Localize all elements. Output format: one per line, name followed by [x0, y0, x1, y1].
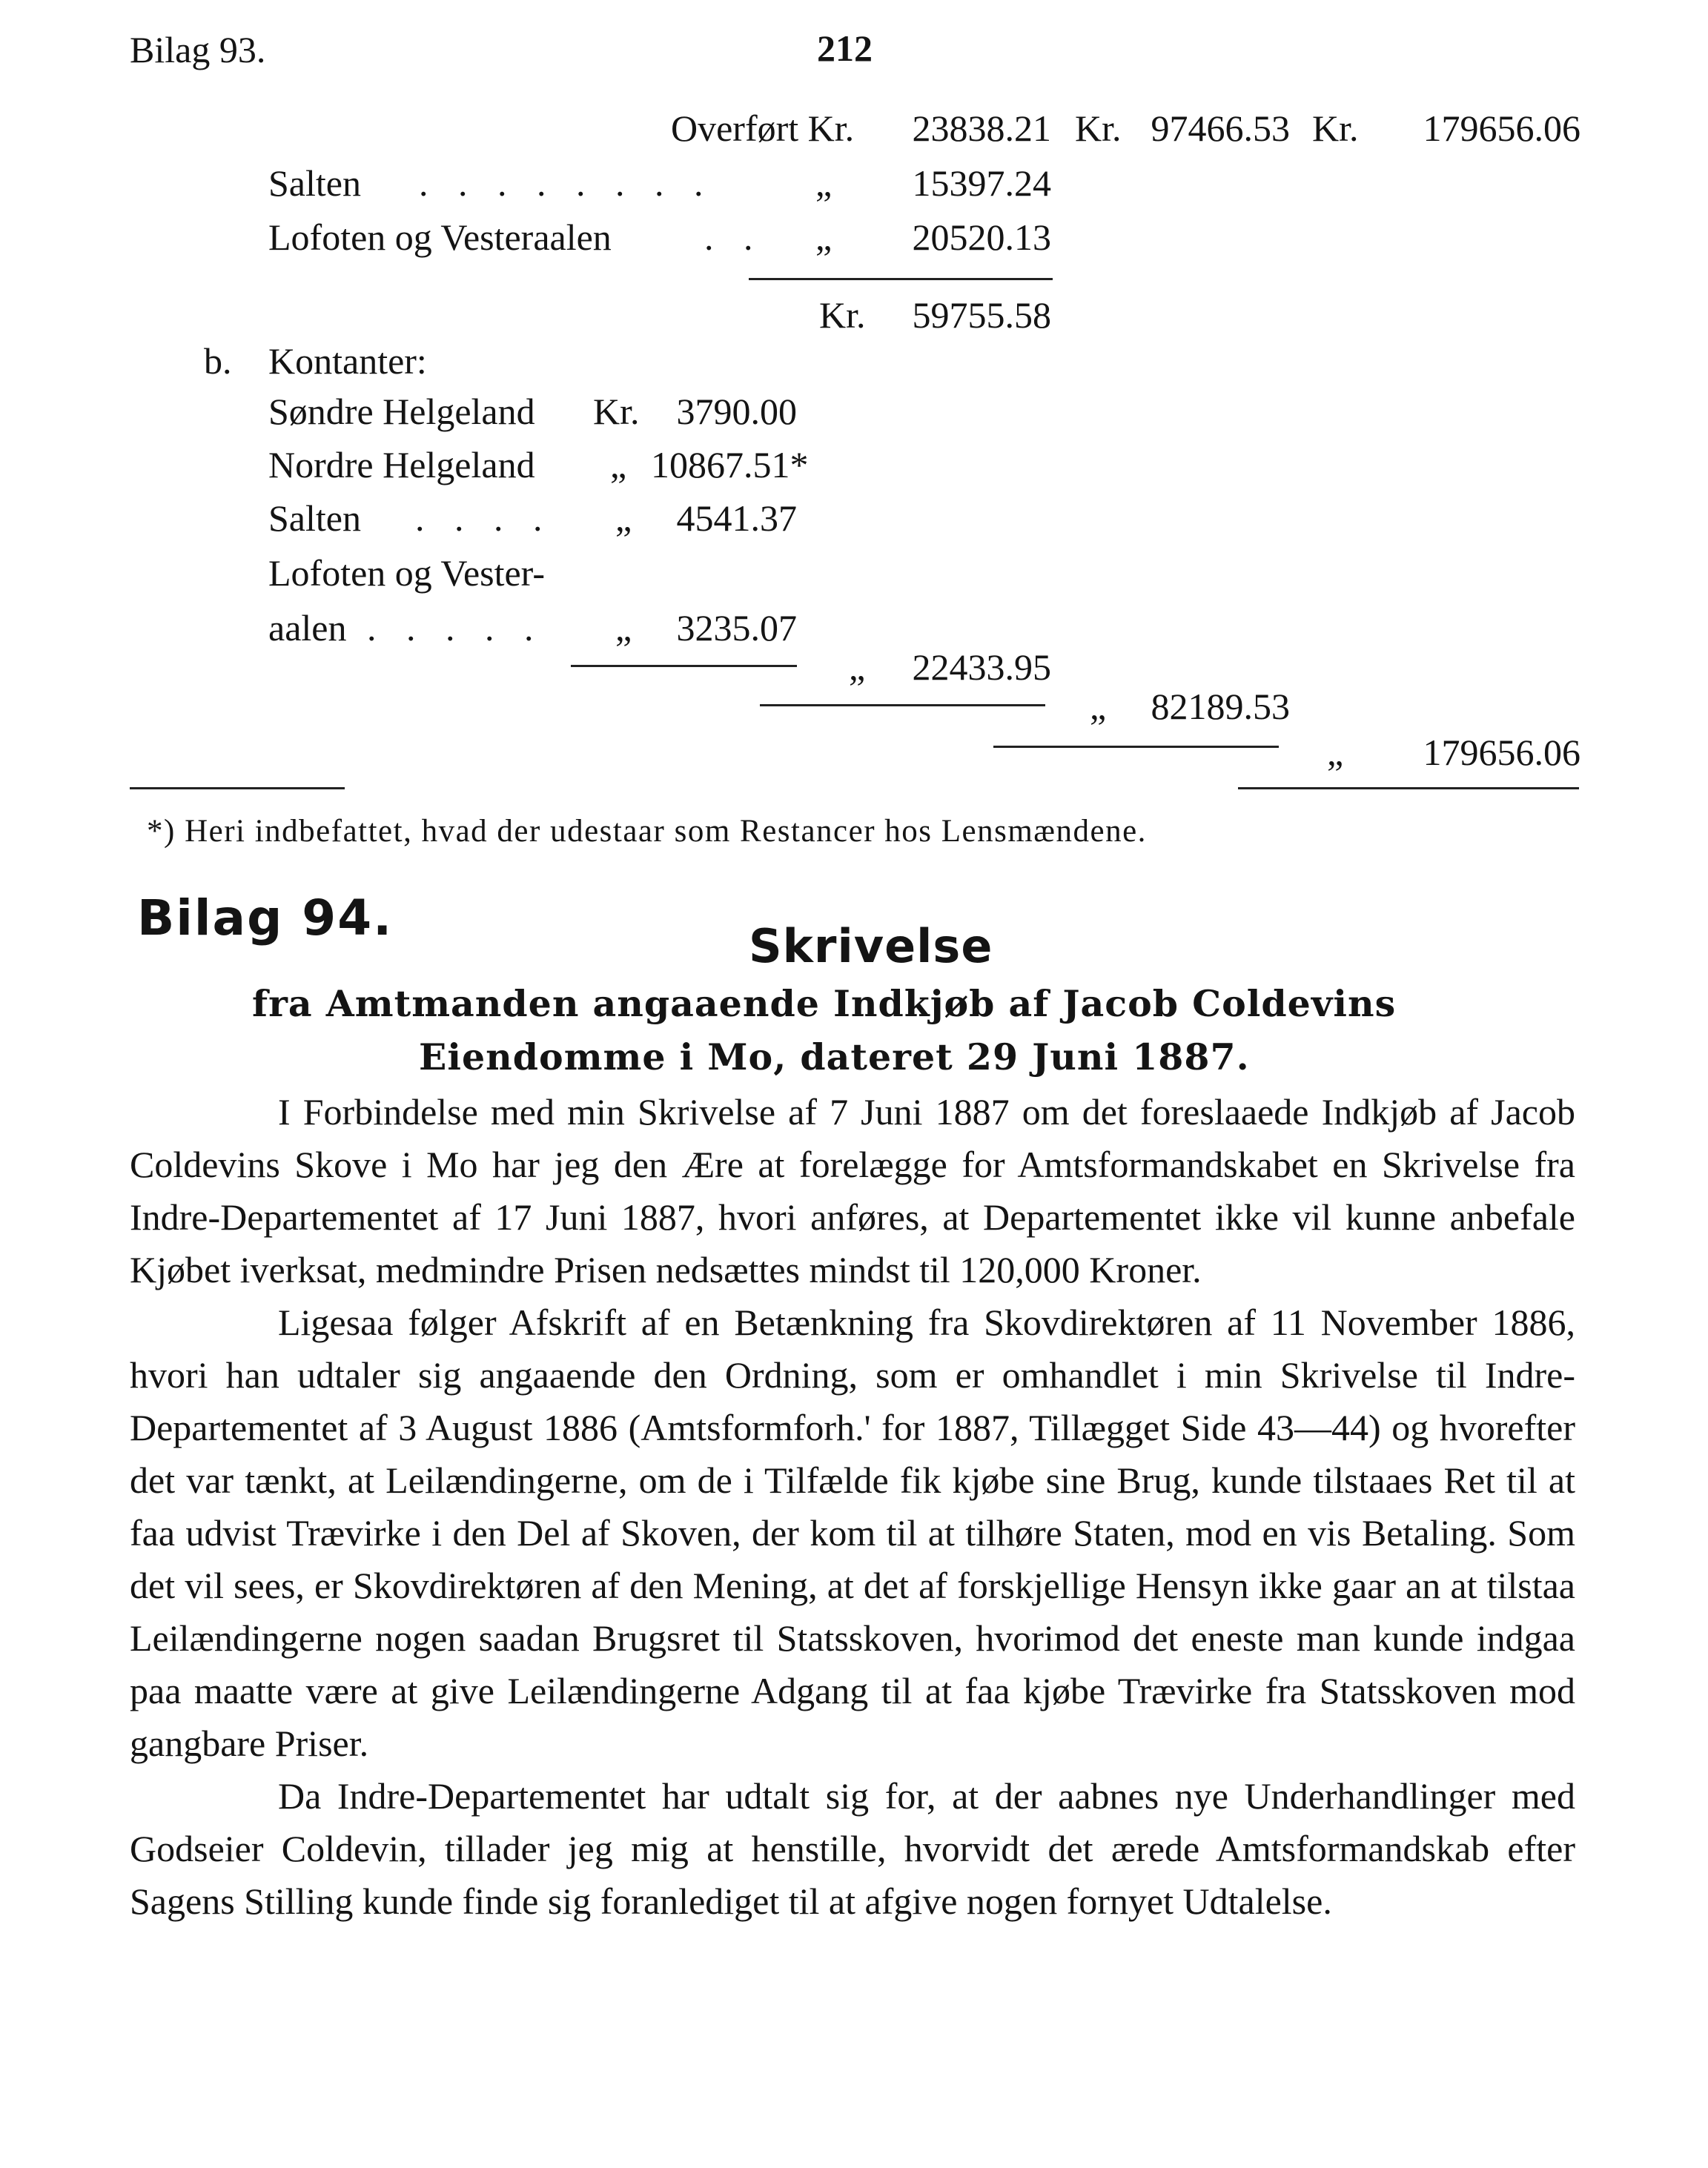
footnote: *) Heri indbefattet, hvad der udestaar som Restancer hos Lensmændene. — [147, 814, 1147, 849]
letter-body — [130, 1086, 1575, 1928]
document-subheading: Eiendomme i Mo, dateret 29 Juni 1887. — [419, 1035, 1250, 1078]
total-value: 82189.53 — [1151, 686, 1290, 727]
row-name: Lofoten og Vesteraalen — [268, 216, 612, 258]
row-value: 10867.51* — [651, 444, 809, 485]
row-ditto: „ — [815, 162, 833, 204]
row-name: Salten — [268, 497, 361, 539]
row-ditto: „ — [615, 607, 632, 649]
subtotal-ditto: „ — [849, 646, 866, 688]
row-value: 3235.07 — [676, 607, 797, 649]
row-ditto: „ — [615, 497, 632, 539]
carry-value-col3: 179656.06 — [1423, 107, 1580, 149]
row-ditto: „ — [610, 444, 627, 485]
row-value: 4541.37 — [676, 497, 797, 539]
subtotal-kr: Kr. — [819, 294, 866, 336]
sum-rule — [749, 278, 1053, 280]
paragraph: Ligesaa følger Afskrift af en Betænkning fra Skovdirektøren af 11 November 1886, hvori han udtaler sig angaaende den Ordning, som er omhandlet i min Skrivelse til Indre-Departementet af 3 August 1886 (Amtsformforh.' for 1887, Tillægget Side 43—44) og hvorefter det var tænkt, at Leilændingerne, om de i Tilfælde fik kjøbe sine Brug, kunde tilstaaes Ret til at faa udvist Trævirke i den Del af Skoven, der kom til at tilhøre Staten, mod en vis Betaling. Som det vil sees, er Skovdirektøren af den Mening, at det af forskjellige Hensyn ikke gaar an at tilstaa Leilændingerne nogen saadan Brugsret til Statsskoven, hvorimod det eneste man kunde indgaa paa maatte være at give Leilændingerne Adgang til at faa kjøbe Trævirke fra Statsskoven mod gangbare Priser. — [130, 1302, 1575, 1764]
sum-rule — [760, 704, 1045, 706]
running-head: Bilag 93. — [130, 29, 266, 70]
footnote-rule — [130, 787, 345, 789]
row-value: 3790.00 — [676, 391, 797, 432]
row-value: 15397.24 — [912, 162, 1051, 204]
carry-value-col2: 97466.53 — [1151, 107, 1290, 149]
row-leader-dots: . . — [704, 216, 764, 258]
document-heading: Skrivelse — [749, 919, 993, 973]
row-name: Nordre Helgeland — [268, 444, 535, 485]
page-number: 212 — [817, 27, 873, 69]
paragraph: Da Indre-Departementet har udtalt sig for, at der aabnes nye Underhandlinger med Godseier Coldevin, tillader jeg mig at henstille, hvorvidt det ærede Amtsformandskab efter Sagens Stilling kunde finde sig foranlediget til at afgive nogen fornyet Udtalelse. — [130, 1775, 1575, 1922]
table-end-rule — [1238, 787, 1579, 789]
total-ditto: „ — [1090, 686, 1107, 727]
row-leader-dots: . . . . . — [367, 607, 544, 649]
carry-label: Overført Kr. — [671, 107, 855, 149]
row-name: Lofoten og Vester- — [268, 552, 545, 594]
row-leader-dots: . . . . — [415, 497, 553, 539]
carry-value-col1: 23838.21 — [912, 107, 1051, 149]
grand-total-value: 179656.06 — [1423, 732, 1580, 773]
sum-rule — [993, 746, 1279, 748]
carry-kr-col2: Kr. — [1075, 107, 1122, 149]
grand-total-ditto: „ — [1327, 732, 1344, 773]
row-value: 20520.13 — [912, 216, 1051, 258]
row-name-continued: aalen — [268, 607, 347, 649]
document-subheading: fra Amtmanden angaaende Indkjøb af Jacob Coldevins — [252, 982, 1397, 1025]
row-leader-dots: . . . . . . . . — [419, 162, 714, 204]
row-ditto: „ — [815, 216, 833, 258]
row-name: Søndre Helgeland — [268, 391, 535, 432]
carry-kr-col3: Kr. — [1312, 107, 1359, 149]
row-name: Salten — [268, 162, 361, 204]
sum-rule — [571, 665, 797, 667]
section-letter: b. — [204, 340, 232, 382]
section-title: Kontanter: — [268, 340, 427, 382]
appendix-label: Bilag 94. — [137, 889, 394, 947]
row-kr: Kr. — [593, 391, 640, 432]
subtotal-value: 59755.58 — [912, 294, 1051, 336]
subtotal-value: 22433.95 — [912, 646, 1051, 688]
paragraph: I Forbindelse med min Skrivelse af 7 Juni 1887 om det foreslaaede Indkjøb af Jacob Coldevins Skove i Mo har jeg den Ære at forelægge for Amtsformandskabet en Skrivelse fra Indre-Departementet af 17 Juni 1887, hvori anføres, at Departementet ikke vil kunne anbefale Kjøbet iverksat, medmindre Prisen nedsættes mindst til 120,000 Kroner. — [130, 1091, 1575, 1290]
